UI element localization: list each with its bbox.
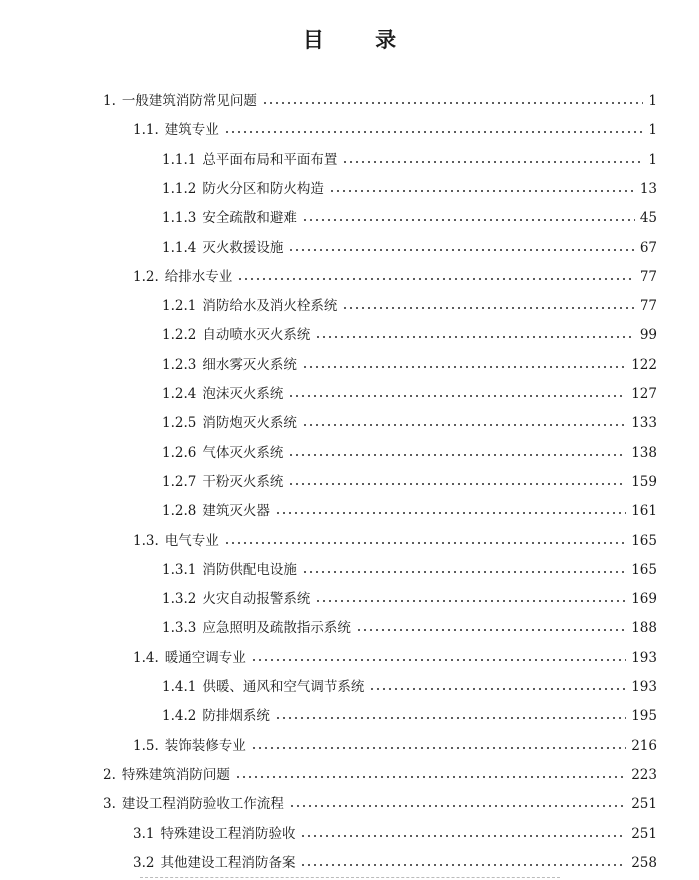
toc-entry[interactable]	[162, 439, 657, 461]
toc-entry-number: 2.	[103, 767, 116, 783]
toc-entry-number: 3.	[103, 796, 116, 812]
toc-entry[interactable]	[162, 321, 657, 343]
toc-entry-page-number: 195	[631, 708, 657, 724]
toc-entry-page-number: 159	[631, 474, 657, 490]
toc-entry-number: 1.1.3	[162, 210, 197, 226]
toc-entry-number: 1.4.2	[162, 708, 197, 724]
toc-entry-label: 消防炮灭火系统	[202, 415, 297, 431]
dot-leader	[300, 835, 626, 837]
toc-entry-page-number: 169	[631, 591, 657, 607]
toc-entry[interactable]	[162, 673, 657, 695]
dot-leader	[224, 542, 626, 544]
toc-entry-label: 火灾自动报警系统	[202, 591, 311, 607]
dot-leader	[275, 717, 626, 719]
toc-entry-page-number: 193	[631, 679, 657, 695]
dot-leader	[275, 512, 626, 514]
toc-entry-number: 1.1.2	[162, 181, 197, 197]
dot-leader	[302, 571, 626, 573]
toc-entry-page-number: 67	[639, 240, 657, 256]
toc-entry[interactable]	[162, 292, 657, 314]
toc-entry[interactable]	[103, 87, 657, 109]
toc-entry-label: 一般建筑消防常见问题	[121, 93, 257, 109]
dot-leader	[288, 483, 626, 485]
toc-entry[interactable]	[103, 790, 657, 812]
toc-entry[interactable]	[133, 263, 657, 285]
dot-leader	[369, 688, 626, 690]
page-bottom-divider	[140, 877, 560, 878]
toc-entry-number: 1.2.4	[162, 386, 197, 402]
toc-entry-page-number: 138	[631, 445, 657, 461]
toc-entry-number: 1.3.	[133, 533, 159, 549]
toc-entry[interactable]	[103, 761, 657, 783]
dot-leader	[235, 776, 626, 778]
toc-entry-number: 1.4.	[133, 650, 159, 666]
dot-leader	[342, 307, 634, 309]
toc-entry-number: 1.1.4	[162, 240, 197, 256]
dot-leader	[356, 629, 626, 631]
toc-entry-number: 1.3.1	[162, 562, 197, 578]
toc-entry[interactable]	[162, 702, 657, 724]
toc-entry-number: 1.5.	[133, 738, 159, 754]
toc-entry-page-number: 127	[631, 386, 657, 402]
toc-entry-page-number: 122	[631, 357, 657, 373]
toc-entry[interactable]	[133, 732, 657, 754]
toc-entry[interactable]	[162, 556, 657, 578]
toc-entry[interactable]	[162, 614, 657, 636]
toc-entry-page-number: 251	[631, 826, 657, 842]
toc-entry[interactable]	[162, 351, 657, 373]
toc-entry-number: 3.1	[133, 826, 155, 842]
toc-entry-page-number: 251	[631, 796, 657, 812]
toc-entry-page-number: 99	[639, 327, 657, 343]
toc-entry-number: 1.2.	[133, 269, 159, 285]
toc-entry-number: 1.2.5	[162, 415, 197, 431]
toc-entry-label: 防排烟系统	[202, 708, 270, 724]
toc-entry-label: 装饰装修专业	[164, 738, 246, 754]
toc-entry[interactable]	[133, 849, 657, 871]
dot-leader	[300, 864, 626, 866]
toc-entry-page-number: 133	[631, 415, 657, 431]
toc-entry-label: 安全疏散和避难	[202, 210, 297, 226]
dot-leader	[302, 366, 626, 368]
toc-entry-label: 建筑灭火器	[202, 503, 270, 519]
toc-entry-label: 建筑专业	[164, 122, 219, 138]
toc-entry[interactable]	[162, 204, 657, 226]
dot-leader	[315, 336, 634, 338]
toc-entry[interactable]	[162, 234, 657, 256]
dot-leader	[251, 747, 626, 749]
page-title: 目 录	[302, 28, 419, 52]
toc-entry-page-number: 13	[639, 181, 657, 197]
toc-entry-page-number: 45	[639, 210, 657, 226]
toc-entry[interactable]	[162, 175, 657, 197]
dot-leader	[302, 424, 626, 426]
toc-entry-number: 1.2.1	[162, 298, 197, 314]
toc-entry-page-number: 188	[631, 620, 657, 636]
toc-entry[interactable]	[133, 527, 657, 549]
toc-entry-label: 气体灭火系统	[202, 445, 284, 461]
toc-entry-number: 1.1.	[133, 122, 159, 138]
toc-entry-number: 1.4.1	[162, 679, 197, 695]
toc-entry[interactable]	[133, 644, 657, 666]
toc-entry-label: 电气专业	[164, 533, 219, 549]
toc-entry[interactable]	[162, 497, 657, 519]
toc-entry-label: 应急照明及疏散指示系统	[202, 620, 351, 636]
dot-leader	[342, 161, 643, 163]
toc-entry-label: 供暖、通风和空气调节系统	[202, 679, 365, 695]
dot-leader	[329, 190, 635, 192]
toc-entry[interactable]	[133, 820, 657, 842]
toc-entry-number: 1.2.2	[162, 327, 197, 343]
toc-entry-label: 自动喷水灭火系统	[202, 327, 311, 343]
toc-entry-number: 1.2.3	[162, 357, 197, 373]
toc-entry-number: 1.2.6	[162, 445, 197, 461]
dot-leader	[302, 219, 635, 221]
toc-entry-number: 1.2.8	[162, 503, 197, 519]
toc-entry-label: 总平面布局和平面布置	[202, 152, 338, 168]
toc-entry-label: 特殊建筑消防问题	[121, 767, 230, 783]
dot-leader	[288, 395, 626, 397]
toc-entry-label: 干粉灭火系统	[202, 474, 284, 490]
dot-leader	[288, 454, 626, 456]
dot-leader	[251, 659, 626, 661]
toc-entry-page-number: 77	[639, 298, 657, 314]
toc-entry-label: 建设工程消防验收工作流程	[121, 796, 284, 812]
dot-leader	[315, 600, 626, 602]
toc-entry[interactable]	[162, 585, 657, 607]
toc-entry-number: 1.2.7	[162, 474, 197, 490]
toc-entry-label: 泡沫灭火系统	[202, 386, 284, 402]
dot-leader	[262, 102, 644, 104]
toc-entry-page-number: 165	[631, 562, 657, 578]
toc-entry-page-number: 216	[631, 738, 657, 754]
toc-entry-page-number: 77	[639, 269, 657, 285]
toc-entry-number: 1.1.1	[162, 152, 197, 168]
dot-leader	[237, 278, 635, 280]
toc-entry-label: 其他建设工程消防备案	[160, 855, 296, 871]
toc-entry-page-number: 165	[631, 533, 657, 549]
dot-leader	[289, 805, 626, 807]
toc-entry[interactable]	[162, 380, 657, 402]
toc-entry[interactable]	[162, 468, 657, 490]
toc-entry-label: 消防供配电设施	[202, 562, 297, 578]
toc-entry[interactable]	[133, 116, 657, 138]
toc-entry-page-number: 258	[631, 855, 657, 871]
toc-entry-page-number: 193	[631, 650, 657, 666]
toc-entry-page-number: 1	[648, 152, 657, 168]
toc-entry-page-number: 1	[648, 93, 657, 109]
toc-entry-number: 1.	[103, 93, 116, 109]
toc-entry-page-number: 161	[631, 503, 657, 519]
toc-entry-number: 1.3.2	[162, 591, 197, 607]
toc-entry-label: 特殊建设工程消防验收	[160, 826, 296, 842]
toc-entry[interactable]	[162, 146, 657, 168]
toc-entry-label: 防火分区和防火构造	[202, 181, 324, 197]
dot-leader	[288, 249, 634, 251]
toc-entry-label: 给排水专业	[164, 269, 233, 285]
dot-leader	[224, 131, 644, 133]
toc-entry[interactable]	[162, 409, 657, 431]
toc-entry-label: 灭火救援设施	[202, 240, 284, 256]
toc-entry-page-number: 223	[631, 767, 657, 783]
toc-entry-page-number: 1	[648, 122, 657, 138]
toc-entry-label: 消防给水及消火栓系统	[202, 298, 338, 314]
toc-entry-label: 暖通空调专业	[164, 650, 246, 666]
toc-entry-number: 1.3.3	[162, 620, 197, 636]
toc-entry-number: 3.2	[133, 855, 155, 871]
toc-entry-label: 细水雾灭火系统	[202, 357, 297, 373]
